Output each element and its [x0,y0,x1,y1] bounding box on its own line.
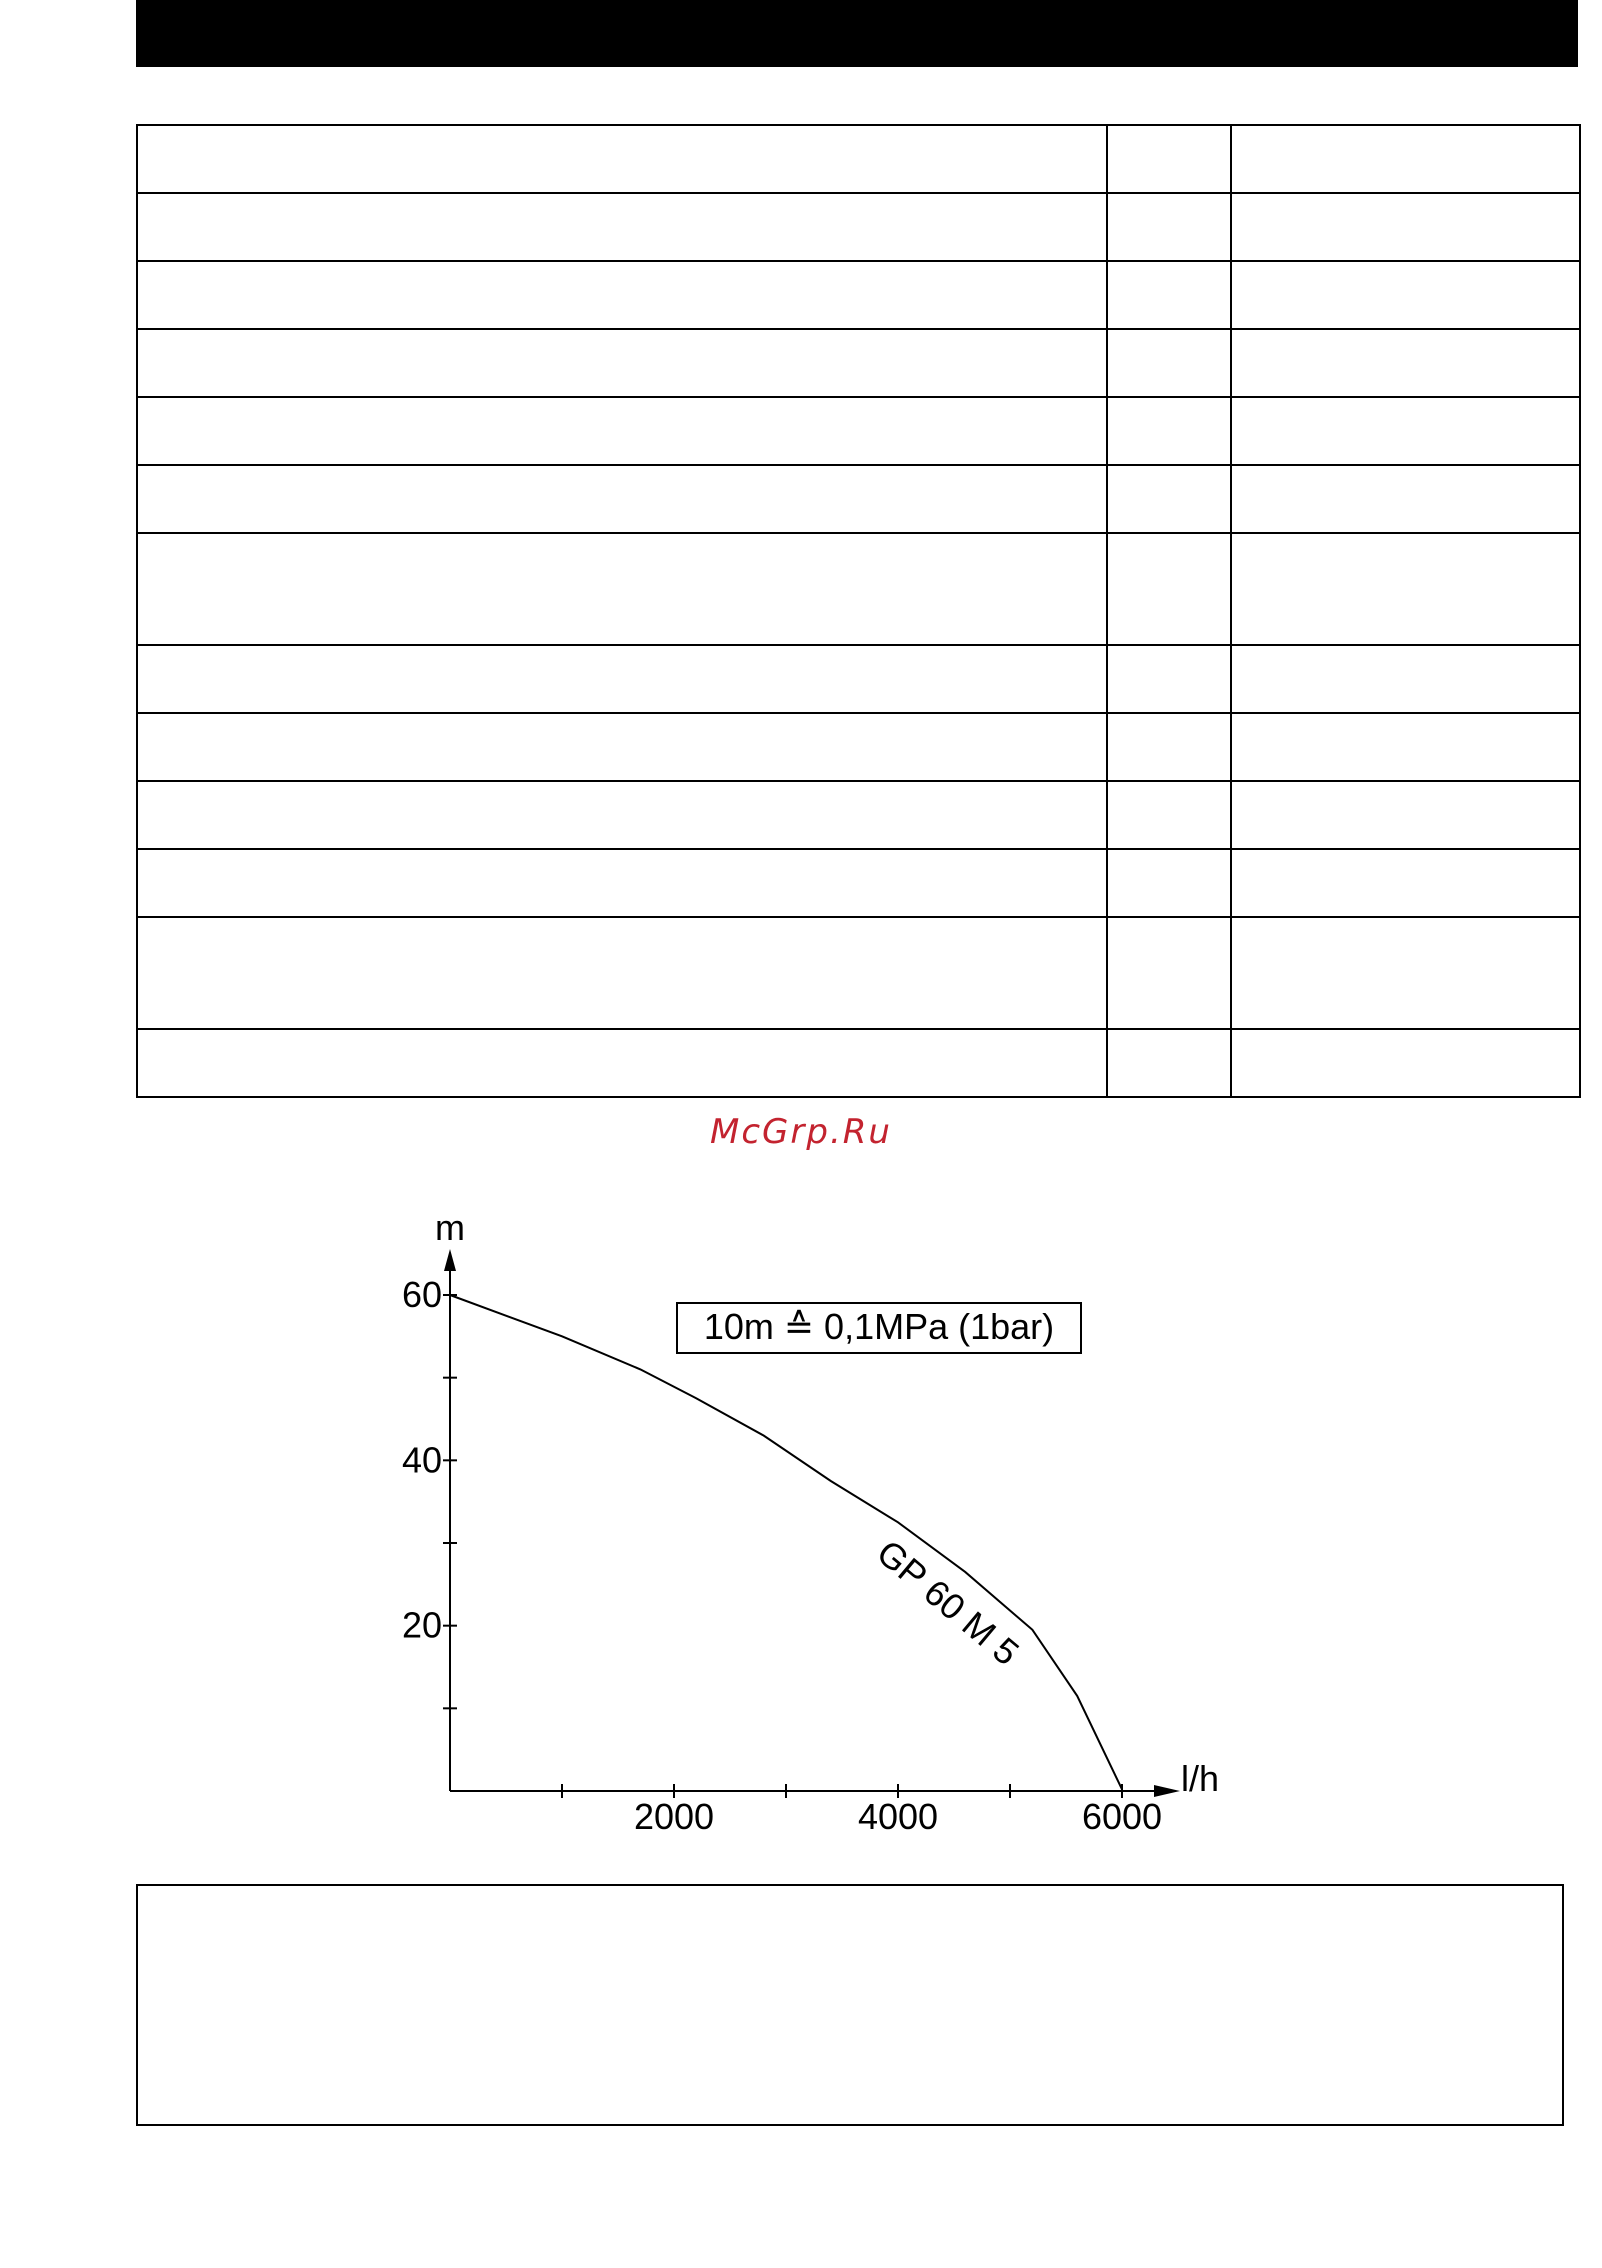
x-tick-label: 4000 [857,1796,939,1837]
spec-label-cell [137,645,1107,713]
y-tick-label: 60 [401,1274,442,1315]
spec-unit-cell [1107,533,1231,645]
spec-label-cell [137,329,1107,397]
spec-unit-cell [1107,849,1231,917]
annotation-text: 10m ≙ 0,1MPa (1bar) [703,1306,1055,1347]
spec-label-cell [137,125,1107,193]
series-label: GP 60 M 5 [869,1531,1027,1674]
table-row [137,329,1580,397]
table-row [137,781,1580,849]
table-row [137,397,1580,465]
spec-label-cell [137,261,1107,329]
spec-unit-cell [1107,645,1231,713]
spec-unit-cell [1107,781,1231,849]
spec-label-cell [137,713,1107,781]
header-bar [136,0,1578,67]
spec-value-cell [1231,329,1580,397]
spec-label-cell [137,1029,1107,1097]
spec-unit-cell [1107,1029,1231,1097]
spec-value-cell [1231,193,1580,261]
series-line-gp60m5 [450,1295,1122,1789]
table-row [137,645,1580,713]
spec-unit-cell [1107,917,1231,1029]
spec-unit-cell [1107,193,1231,261]
chart-tick-labels [402,1274,1162,1837]
table-row [137,533,1580,645]
spec-value-cell [1231,397,1580,465]
table-row [137,125,1580,193]
table-row [137,465,1580,533]
spec-value-cell [1231,645,1580,713]
spec-unit-cell [1107,125,1231,193]
spec-label-cell [137,781,1107,849]
chart-ticks [443,1295,1122,1798]
spec-value-cell [1231,713,1580,781]
watermark: McGrp.Ru [710,1112,892,1152]
spec-value-cell [1231,917,1580,1029]
spec-value-cell [1231,533,1580,645]
bottom-note-box [136,1884,1564,2126]
spec-value-cell [1231,849,1580,917]
y-axis-arrow [444,1249,456,1271]
spec-value-cell [1231,1029,1580,1097]
spec-value-cell [1231,781,1580,849]
spec-unit-cell [1107,261,1231,329]
y-tick-label: 40 [401,1439,442,1481]
annotation-box [677,1303,1081,1353]
spec-unit-cell [1107,465,1231,533]
spec-label-cell [137,849,1107,917]
pump-curve-chart [380,1200,1260,1860]
spec-unit-cell [1107,713,1231,781]
spec-unit-cell [1107,397,1231,465]
y-tick-label: 20 [401,1604,442,1646]
table-row [137,261,1580,329]
spec-label-cell [137,533,1107,645]
spec-unit-cell [1107,329,1231,397]
table-row [137,917,1580,1029]
spec-label-cell [137,465,1107,533]
table-row [137,193,1580,261]
y-axis-label: m [435,1207,465,1248]
spec-value-cell [1231,261,1580,329]
spec-value-cell [1231,125,1580,193]
table-row [137,713,1580,781]
spec-value-cell [1231,465,1580,533]
table-row [137,849,1580,917]
table-row [137,1029,1580,1097]
spec-table [136,124,1581,1098]
spec-label-cell [137,917,1107,1029]
x-axis-label: l/h [1180,1758,1220,1799]
spec-label-cell [137,193,1107,261]
spec-label-cell [137,397,1107,465]
x-tick-label: 2000 [633,1796,715,1837]
x-tick-label: 6000 [1081,1796,1163,1837]
